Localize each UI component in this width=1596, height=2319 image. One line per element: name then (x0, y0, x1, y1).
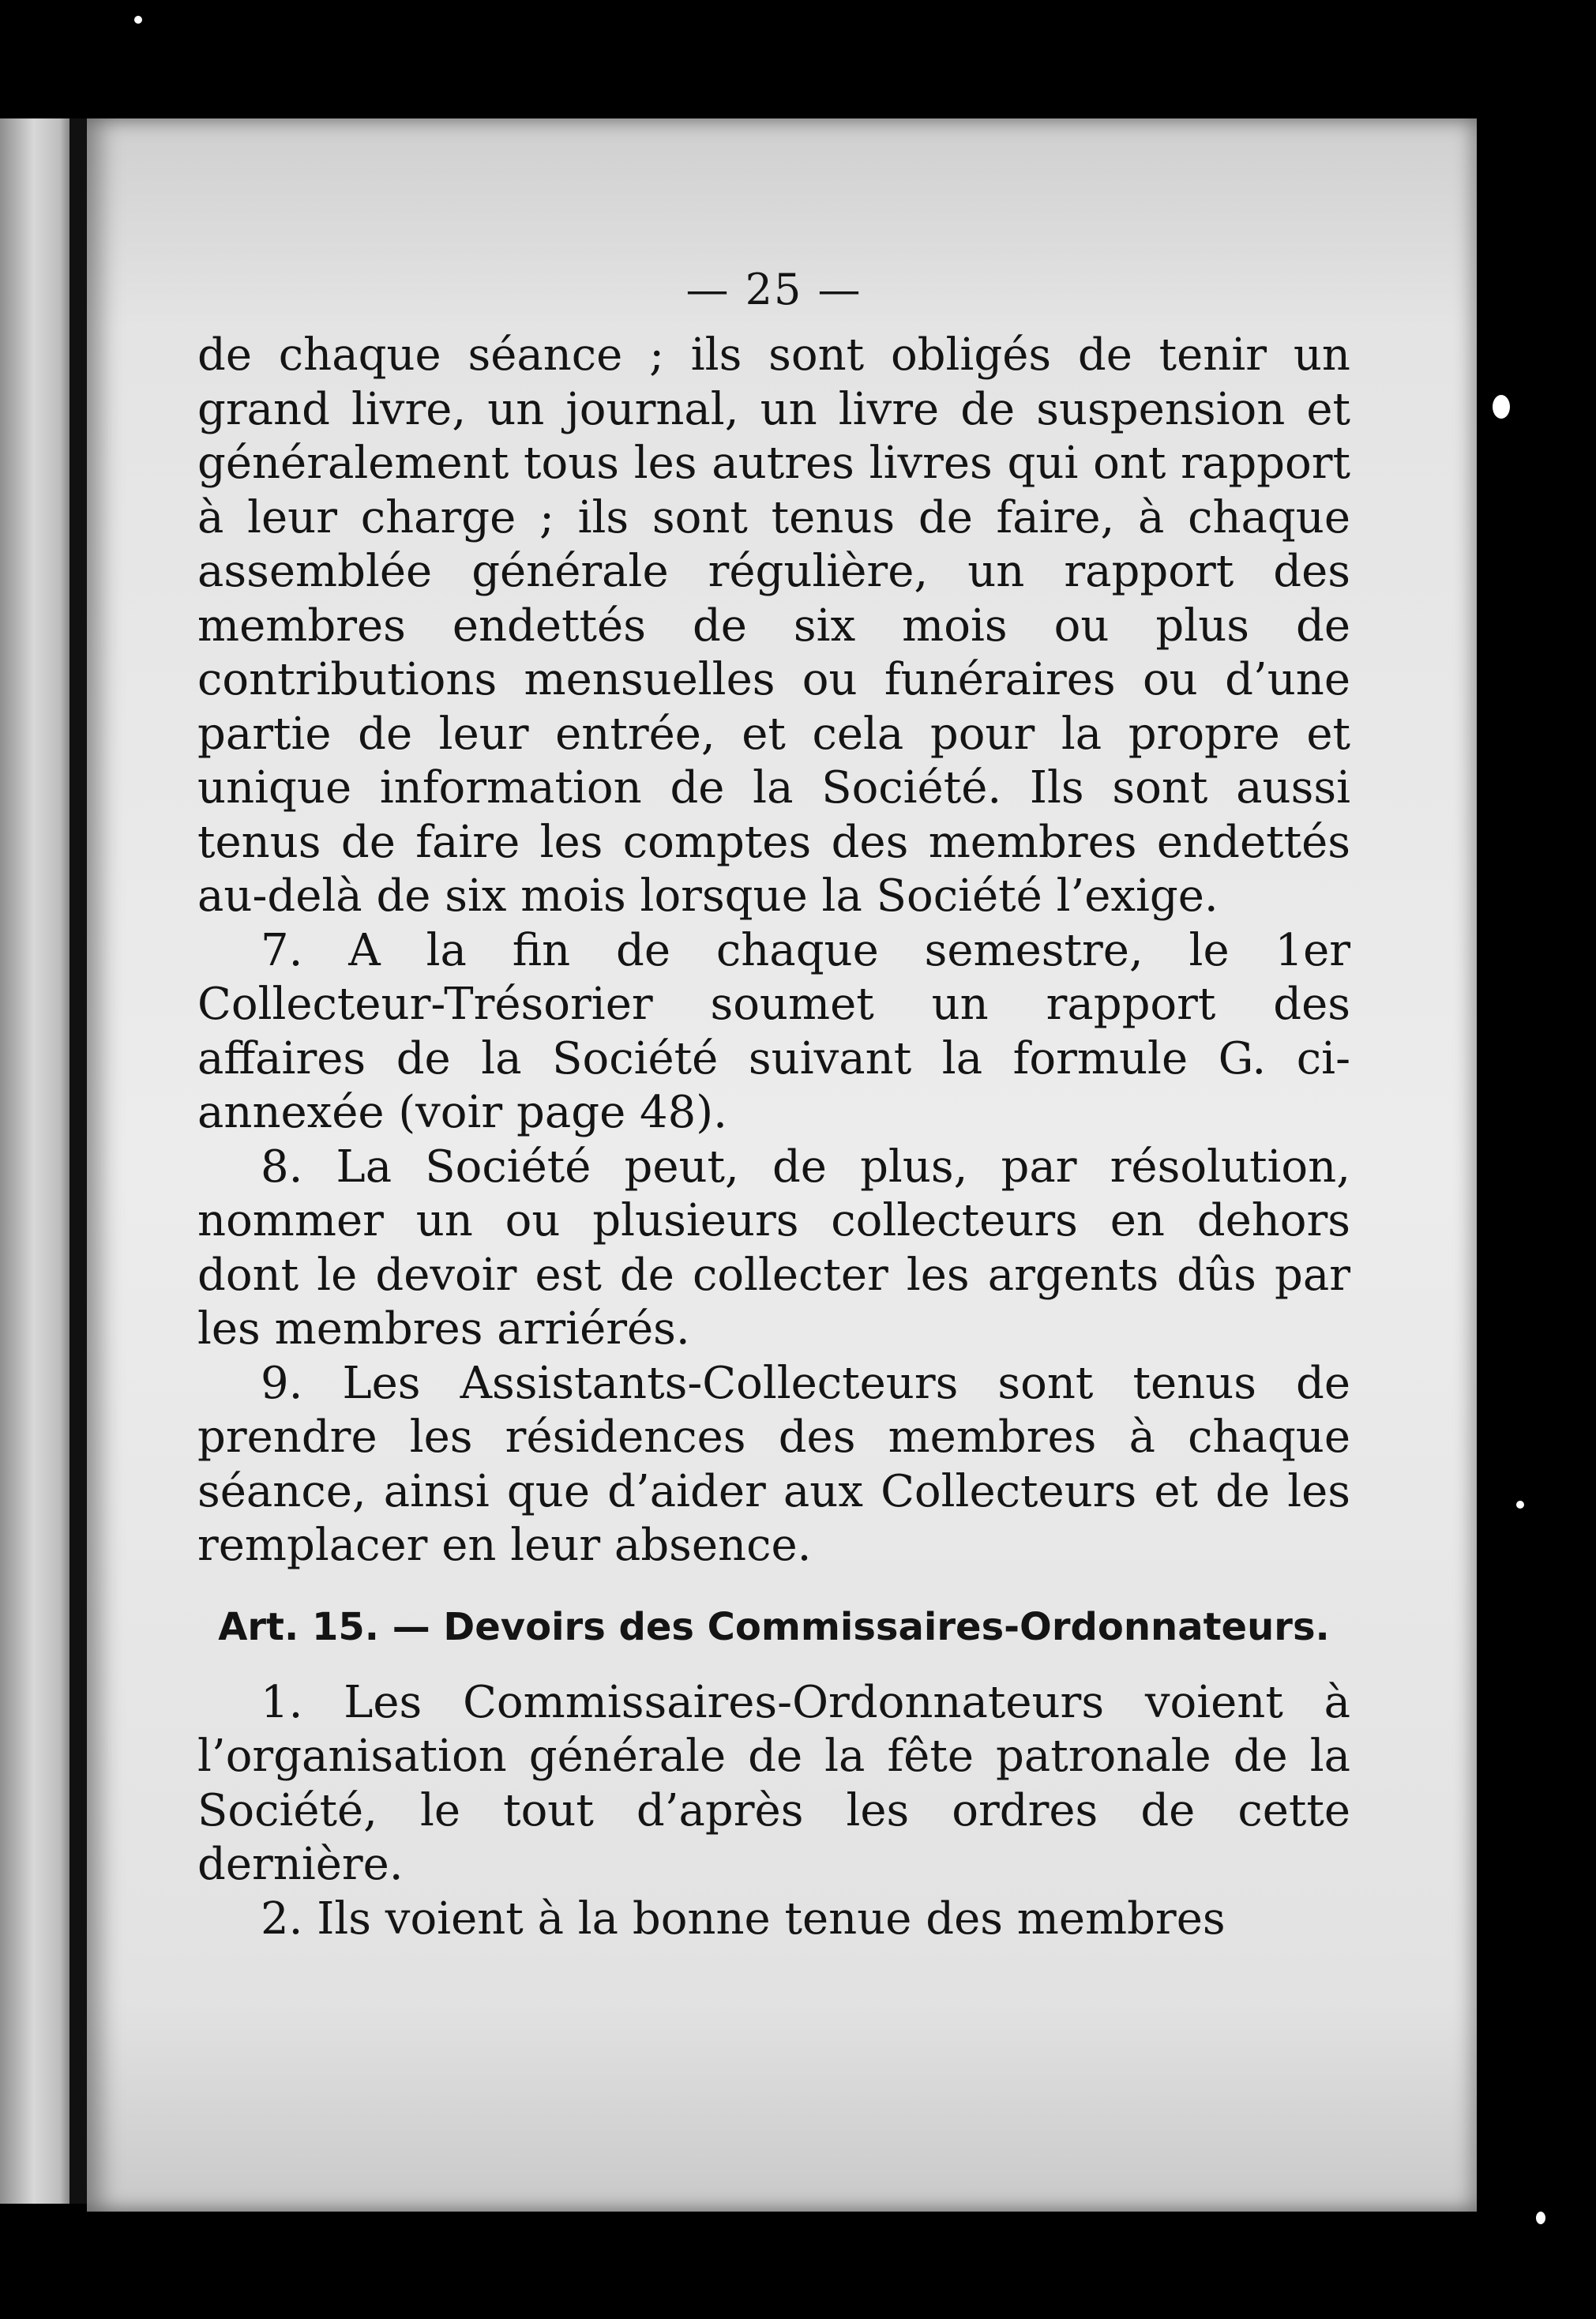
body-text (197, 329, 1350, 1573)
scan-speck (1516, 1501, 1524, 1509)
body-text-after-heading (197, 1676, 1350, 1947)
paragraph-9: 9. Les Assistants-Collecteurs sont tenus de prendre les résidences des membres à chaque séance, ainsi que d’aider aux Collecteurs et de les remplacer en leur absence. (197, 1357, 1350, 1571)
article-heading: Art. 15. — Devoirs des Commissaires-Ordonnateurs. (218, 1604, 1330, 1649)
scan-speck (1536, 2212, 1545, 2224)
paragraph-1: 1. Les Commissaires-Ordonnateurs voient à l’organisation générale de la fête patronale de la Société, le tout d’après les ordres de cette dernière. (197, 1676, 1350, 1890)
paragraph-8: 8. La Société peut, de plus, par résolution, nommer un ou plusieurs collecteurs en dehors dont le devoir est de collecter les argents dûs par les membres arriérés. (197, 1141, 1350, 1355)
book-page (87, 118, 1477, 2212)
scan-speck (1493, 395, 1510, 419)
scan-speck (134, 16, 142, 24)
paragraph-continuation: de chaque séance ; ils sont obligés de tenir un grand livre, un journal, un livre de suspension et généralement tous les autres livres qui ont rapport à leur charge ; ils sont tenus de faire, à chaque assemblée générale régulière, un rapport des membres endettés de six mois ou plus de contributions mensuelles ou funéraires ou d’une partie de leur entrée, et cela pour la propre et unique information de la Société. Ils sont aussi tenus de faire les comptes des membres endettés au-delà de six mois lorsque la Société l’exige. (197, 329, 1350, 922)
page-number: — 25 — (685, 265, 862, 314)
book-spine (69, 118, 87, 2204)
paragraph-2: 2. Ils voient à la bonne tenue des membres (261, 1892, 1226, 1945)
page-content (197, 265, 1350, 1946)
facing-page-edge (0, 118, 75, 2204)
paragraph-7: 7. A la fin de chaque semestre, le 1er Collecteur-Trésorier soumet un rapport des affaires de la Société suivant la formule G. ci-annexée (voir page 48). (197, 924, 1350, 1138)
